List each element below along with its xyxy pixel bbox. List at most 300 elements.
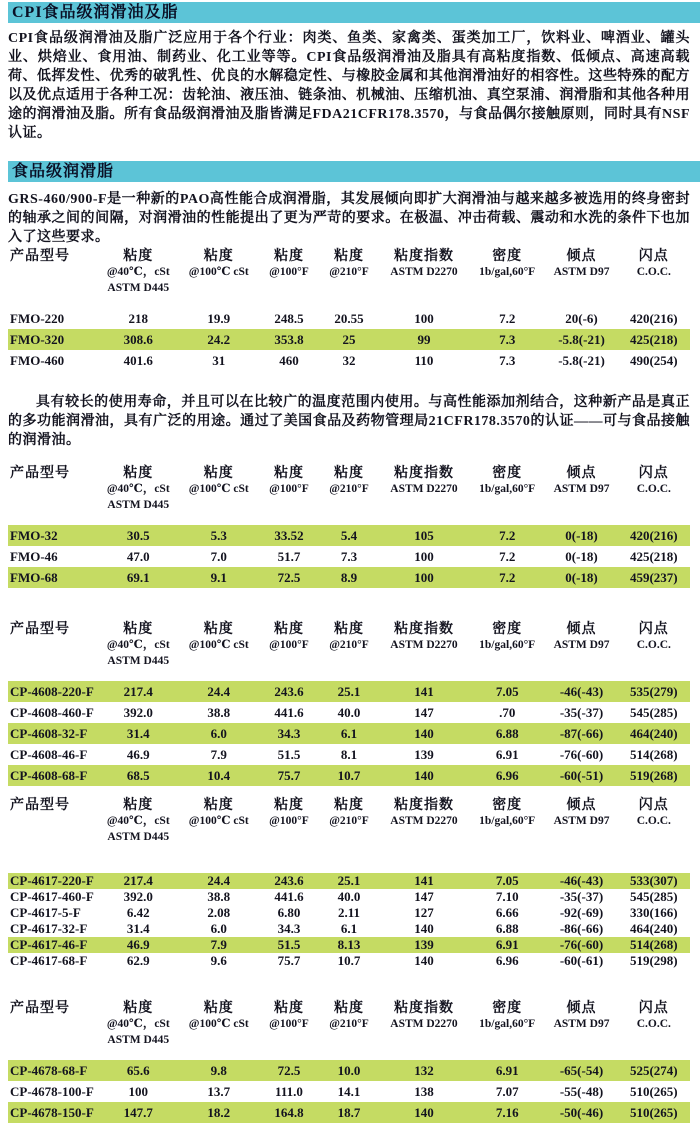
value-cell: 519(298) (629, 953, 678, 968)
value-cell: 99 (417, 332, 431, 347)
value-cell: 7.2 (499, 311, 516, 326)
column-header (319, 249, 379, 296)
product-model-cell: CP-4678-68-F (10, 1063, 88, 1078)
column-header-title: 闪点 (638, 249, 669, 264)
column-header-unit: 1b/gal,60°F (479, 1018, 536, 1030)
value-cell: 10.7 (337, 953, 361, 968)
column-header-title: 粘度 (203, 622, 234, 637)
value-cell: 308.6 (123, 332, 153, 347)
value-cell: 72.5 (277, 570, 301, 585)
column-header-unit: @100°F (269, 1018, 309, 1030)
product-model-cell: CP-4608-32-F (10, 726, 88, 741)
spec-table-cp4608 (8, 622, 690, 786)
column-header-title: 粘度 (273, 798, 304, 813)
value-cell: 2.11 (337, 905, 360, 920)
column-header-standard: ASTM D445 (107, 499, 170, 511)
column-header-title: 粘度 (203, 798, 234, 813)
column-header (259, 466, 319, 513)
column-header-unit: C.O.C. (636, 639, 671, 651)
column-header-unit: @100℃ cSt (188, 639, 249, 651)
column-header (379, 249, 469, 296)
value-cell: 14.1 (337, 1084, 361, 1099)
value-cell: 7.9 (210, 747, 227, 762)
column-header-unit: @100℃ cSt (188, 266, 249, 278)
product-model-cell: FMO-460 (10, 353, 65, 368)
column-header (178, 466, 258, 513)
column-header-unit: ASTM D2270 (390, 483, 458, 495)
column-header-unit: ASTM D97 (553, 1018, 610, 1030)
column-header (469, 622, 545, 669)
column-header (545, 1001, 617, 1048)
value-cell: 75.7 (277, 953, 301, 968)
table-row (8, 765, 690, 786)
value-cell: 147.7 (123, 1105, 153, 1120)
value-cell: -46(-43) (559, 873, 604, 888)
value-cell: 51.5 (277, 937, 301, 952)
value-cell: -35(-37) (559, 705, 604, 720)
table-header (8, 622, 690, 669)
column-header-unit: @40℃，cSt (106, 483, 170, 495)
value-cell: 139 (414, 937, 434, 952)
value-cell: 24.4 (207, 684, 231, 699)
column-header-unit: ASTM D97 (553, 639, 610, 651)
value-cell: 6.80 (277, 905, 301, 920)
value-cell: 51.5 (277, 747, 301, 762)
value-cell: 425(218) (629, 549, 678, 564)
column-header-title: 粘度 (333, 249, 364, 264)
value-cell: 147 (414, 889, 434, 904)
table-row (8, 937, 690, 953)
value-cell: 441.6 (274, 705, 304, 720)
value-cell: 6.88 (495, 726, 519, 741)
product-model-cell: CP-4617-32-F (10, 921, 88, 936)
column-header-title: 闪点 (638, 622, 669, 637)
value-cell: 100 (128, 1084, 148, 1099)
value-cell: 138 (414, 1084, 434, 1099)
value-cell: 392.0 (123, 889, 153, 904)
column-header-unit: @40℃，cSt (106, 639, 170, 651)
value-cell: 218 (128, 311, 148, 326)
value-cell: 140 (414, 726, 434, 741)
column-header-unit: 1b/gal,60°F (479, 266, 536, 278)
value-cell: -50(-46) (559, 1105, 604, 1120)
column-header-title: 粘度 (123, 1001, 154, 1016)
value-cell: 18.2 (207, 1105, 231, 1120)
table-row (8, 723, 690, 744)
value-cell: 9.1 (210, 570, 227, 585)
value-cell: 392.0 (123, 705, 153, 720)
column-header-title: 粘度 (273, 1001, 304, 1016)
column-header-title: 产品型号 (10, 466, 70, 481)
section-title: CPI食品级润滑油及脂 (12, 4, 179, 21)
column-header-title: 倾点 (566, 1001, 597, 1016)
column-header-title: 倾点 (566, 798, 597, 813)
value-cell: 6.1 (340, 921, 358, 936)
value-cell: 0(-18) (565, 528, 598, 543)
value-cell: 68.5 (126, 768, 150, 783)
value-cell: 111.0 (275, 1084, 303, 1099)
column-header-unit: @210°F (329, 1018, 369, 1030)
value-cell: 2.08 (207, 905, 231, 920)
column-header-unit: ASTM D97 (553, 815, 610, 827)
value-cell: 140 (414, 768, 434, 783)
column-header (618, 466, 690, 513)
column-header-title: 粘度 (123, 798, 154, 813)
value-cell: 7.2 (499, 528, 516, 543)
column-header-title: 粘度 (123, 249, 154, 264)
value-cell: 9.8 (210, 1063, 227, 1078)
value-cell: 464(240) (629, 921, 678, 936)
column-header-unit: @100°F (269, 815, 309, 827)
table-row (8, 889, 690, 905)
value-cell: 32 (342, 353, 356, 368)
table-row (8, 681, 690, 702)
value-cell: 248.5 (274, 311, 304, 326)
value-cell: 31.4 (126, 921, 150, 936)
value-cell: -60(-51) (559, 768, 604, 783)
value-cell: 75.7 (277, 768, 301, 783)
column-header (379, 466, 469, 513)
product-model-cell: FMO-320 (10, 332, 65, 347)
column-header (8, 466, 98, 513)
value-cell: -87(-66) (559, 726, 604, 741)
product-model-cell: CP-4617-220-F (10, 873, 94, 888)
value-cell: 6.91 (495, 1063, 519, 1078)
column-header (319, 622, 379, 669)
column-header-title: 粘度 (203, 466, 234, 481)
column-header-unit: C.O.C. (636, 1018, 671, 1030)
value-cell: 0(-18) (565, 570, 598, 585)
value-cell: 10.4 (207, 768, 231, 783)
value-cell: 10.0 (337, 1063, 361, 1078)
value-cell: 7.10 (495, 889, 519, 904)
value-cell: -86(-66) (559, 921, 604, 936)
product-model-cell: CP-4617-460-F (10, 889, 94, 904)
value-cell: 490(254) (629, 353, 678, 368)
column-header-unit: 1b/gal,60°F (479, 483, 536, 495)
value-cell: -65(-54) (559, 1063, 604, 1078)
value-cell: 34.3 (277, 726, 301, 741)
value-cell: 140 (414, 921, 434, 936)
column-header-title: 粘度 (123, 622, 154, 637)
column-header-title: 粘度 (203, 249, 234, 264)
grease-paragraph: GRS-460/900-F是一种新的PAO高性能合成润滑脂，其发展倾向即扩大润滑油与越来越多被选用的终身密封的轴承之间的间隔，对润滑油的性能提出了更为严苛的要求。在极温、冲击荷载、震动和水洗的条件下也加入了这些要求。 (8, 192, 690, 245)
product-model-cell: FMO-68 (10, 570, 58, 585)
value-cell: -46(-43) (559, 684, 604, 699)
table-row (8, 1060, 690, 1081)
column-header (379, 622, 469, 669)
table-header (8, 249, 690, 296)
column-header-title: 粘度 (333, 466, 364, 481)
column-header (618, 798, 690, 845)
value-cell: 6.1 (340, 726, 358, 741)
column-header-unit: ASTM D2270 (390, 815, 458, 827)
value-cell: 47.0 (126, 549, 150, 564)
value-cell: 105 (414, 528, 434, 543)
value-cell: 7.3 (499, 353, 516, 368)
value-cell: 140 (414, 953, 434, 968)
column-header-title: 倾点 (566, 622, 597, 637)
column-header (319, 1001, 379, 1048)
column-header (545, 622, 617, 669)
column-header-title: 密度 (492, 249, 523, 264)
column-header-unit: @100°F (269, 639, 309, 651)
value-cell: 24.4 (207, 873, 231, 888)
column-header-title: 产品型号 (10, 1001, 70, 1016)
table-row (8, 702, 690, 723)
value-cell: 545(285) (629, 705, 678, 720)
spec-table-fmo-220 (8, 249, 690, 371)
value-cell: 6.91 (495, 937, 519, 952)
spec-table-cp4678 (8, 1001, 690, 1123)
section-title-bar-grease (8, 161, 700, 182)
value-cell: 31 (212, 353, 226, 368)
column-header-title: 粘度 (273, 249, 304, 264)
value-cell: 7.05 (495, 684, 519, 699)
column-header-unit: C.O.C. (636, 483, 671, 495)
column-header (8, 798, 98, 845)
value-cell: 110 (414, 353, 434, 368)
value-cell: .70 (499, 705, 516, 720)
value-cell: 139 (414, 747, 434, 762)
column-header (8, 622, 98, 669)
value-cell: 46.9 (126, 937, 150, 952)
column-header (319, 466, 379, 513)
column-header-title: 粘度 (203, 1001, 234, 1016)
column-header-unit: ASTM D2270 (390, 639, 458, 651)
column-header-unit: @100℃ cSt (188, 483, 249, 495)
value-cell: 217.4 (123, 873, 153, 888)
value-cell: 6.0 (210, 726, 227, 741)
value-cell: 65.6 (126, 1063, 150, 1078)
column-header-title: 倾点 (566, 249, 597, 264)
table-header (8, 1001, 690, 1048)
value-cell: 127 (414, 905, 434, 920)
product-model-cell: CP-4678-150-F (10, 1105, 94, 1120)
column-header-unit: @100℃ cSt (188, 1018, 249, 1030)
column-header (618, 622, 690, 669)
value-cell: 140 (414, 1105, 434, 1120)
product-model-cell: CP-4608-46-F (10, 747, 88, 762)
column-header-title: 倾点 (566, 466, 597, 481)
value-cell: 353.8 (274, 332, 304, 347)
value-cell: 8.1 (340, 747, 358, 762)
column-header-unit: 1b/gal,60°F (479, 639, 536, 651)
table-row (8, 329, 690, 350)
column-header-unit: C.O.C. (636, 266, 671, 278)
value-cell: 7.3 (340, 549, 358, 564)
value-cell: 100 (414, 311, 434, 326)
value-cell: 5.4 (340, 528, 358, 543)
product-model-cell: FMO-46 (10, 549, 58, 564)
value-cell: -76(-60) (559, 937, 604, 952)
column-header-unit: @210°F (329, 815, 369, 827)
value-cell: -92(-69) (559, 905, 604, 920)
column-header-title: 产品型号 (10, 798, 70, 813)
table-row (8, 308, 690, 329)
value-cell: 464(240) (629, 726, 678, 741)
value-cell: 330(166) (629, 905, 678, 920)
column-header (8, 1001, 98, 1048)
value-cell: 0(-18) (565, 549, 598, 564)
value-cell: 6.42 (126, 905, 150, 920)
column-header-unit: @100°F (269, 266, 309, 278)
value-cell: -60(-61) (559, 953, 604, 968)
value-cell: 7.2 (499, 570, 516, 585)
column-header (379, 798, 469, 845)
table-row (8, 744, 690, 765)
value-cell: 25 (342, 332, 356, 347)
column-header-standard: ASTM D445 (107, 655, 170, 667)
column-header-title: 粘度 (273, 466, 304, 481)
value-cell: 510(265) (629, 1084, 678, 1099)
column-header-title: 闪点 (638, 798, 669, 813)
column-header (545, 798, 617, 845)
column-header (178, 1001, 258, 1048)
column-header-unit: 1b/gal,60°F (479, 815, 536, 827)
column-header-standard: ASTM D445 (107, 831, 170, 843)
column-header (469, 249, 545, 296)
column-header (178, 798, 258, 845)
table-header (8, 798, 690, 845)
column-header-title: 粘度 (333, 622, 364, 637)
product-model-cell: CP-4617-5-F (10, 905, 81, 920)
value-cell: 545(285) (629, 889, 678, 904)
column-header-title: 粘度 (333, 798, 364, 813)
column-header-unit: ASTM D2270 (390, 266, 458, 278)
column-header (178, 249, 258, 296)
value-cell: 132 (414, 1063, 434, 1078)
value-cell: 9.6 (210, 953, 227, 968)
column-header-unit: @210°F (329, 266, 369, 278)
value-cell: 6.0 (210, 921, 227, 936)
value-cell: 20(-6) (565, 311, 598, 326)
product-model-cell: CP-4608-68-F (10, 768, 88, 783)
table-row (8, 546, 690, 567)
value-cell: 7.0 (210, 549, 227, 564)
column-header-title: 密度 (492, 466, 523, 481)
value-cell: 441.6 (274, 889, 304, 904)
column-header (469, 798, 545, 845)
table-row (8, 350, 690, 371)
column-header-title: 产品型号 (10, 622, 70, 637)
column-header (259, 249, 319, 296)
value-cell: 40.0 (337, 705, 361, 720)
value-cell: 7.2 (499, 549, 516, 564)
value-cell: 25.1 (337, 684, 361, 699)
column-header (545, 249, 617, 296)
value-cell: 7.9 (210, 937, 227, 952)
value-cell: 40.0 (337, 889, 361, 904)
table-row (8, 905, 690, 921)
column-header (259, 1001, 319, 1048)
column-header-title: 粘度指数 (393, 622, 454, 637)
table-header (8, 466, 690, 513)
value-cell: 20.55 (334, 311, 364, 326)
column-header-unit: @100°F (269, 483, 309, 495)
column-header-title: 粘度指数 (393, 798, 454, 813)
value-cell: 243.6 (274, 684, 304, 699)
value-cell: 164.8 (274, 1105, 304, 1120)
value-cell: 38.8 (207, 705, 231, 720)
value-cell: 31.4 (126, 726, 150, 741)
column-header-unit: @100℃ cSt (188, 815, 249, 827)
column-header-title: 闪点 (638, 1001, 669, 1016)
value-cell: 46.9 (126, 747, 150, 762)
column-header-standard: ASTM D445 (107, 282, 170, 294)
spec-table-fmo-32 (8, 466, 690, 588)
value-cell: 425(218) (629, 332, 678, 347)
product-model-cell: CP-4617-68-F (10, 953, 88, 968)
value-cell: 10.7 (337, 768, 361, 783)
value-cell: 19.9 (207, 311, 231, 326)
table-row (8, 953, 690, 969)
column-header-unit: @210°F (329, 483, 369, 495)
column-header-unit: ASTM D97 (553, 266, 610, 278)
column-header-title: 粘度 (333, 1001, 364, 1016)
value-cell: 5.3 (210, 528, 227, 543)
value-cell: 30.5 (126, 528, 150, 543)
product-model-cell: CP-4608-220-F (10, 684, 94, 699)
value-cell: 33.52 (274, 528, 304, 543)
column-header-title: 粘度指数 (393, 249, 454, 264)
section-title: 食品级润滑脂 (12, 163, 115, 180)
value-cell: 535(279) (629, 684, 678, 699)
product-model-cell: CP-4617-46-F (10, 937, 88, 952)
value-cell: 100 (414, 549, 434, 564)
intro-paragraph: CPI食品级润滑油及脂广泛应用于各个行业：肉类、鱼类、家禽类、蛋类加工厂，饮料业、啤酒业、罐头业、烘焙业、食用油、制药业、化工业等等。CPI食品级润滑油及脂具有高粘度指数、低倾点、高速高载荷、低挥发性、优秀的破乳性、优良的水解稳定性、与橡胶金属和其他润滑油好的相容性。这些特殊的配方以及优点适用于各种工况：齿轮油、液压油、链条油、机械油、压缩机油、真空泵浦、润滑脂和其他各种用途的润滑油及脂。所有食品级润滑油及脂皆满足FDA21CFR178.3570，与食品偶尔接触原则，同时具有NSF认证。 (8, 31, 690, 141)
table-row (8, 921, 690, 937)
column-header (469, 1001, 545, 1048)
value-cell: 7.07 (495, 1084, 519, 1099)
value-cell: 514(268) (629, 747, 678, 762)
value-cell: 6.91 (495, 747, 519, 762)
column-header (319, 798, 379, 845)
column-header-title: 密度 (492, 798, 523, 813)
table-row (8, 873, 690, 889)
value-cell: 420(216) (629, 311, 678, 326)
column-header-title: 粘度指数 (393, 466, 454, 481)
column-header (618, 249, 690, 296)
column-header (98, 249, 178, 296)
column-header (98, 622, 178, 669)
column-header (545, 466, 617, 513)
value-cell: 7.16 (495, 1105, 519, 1120)
value-cell: 533(307) (629, 873, 678, 888)
value-cell: 514(268) (629, 937, 678, 952)
value-cell: -76(-60) (559, 747, 604, 762)
value-cell: 141 (414, 684, 434, 699)
value-cell: 6.96 (495, 768, 519, 783)
value-cell: 525(274) (629, 1063, 678, 1078)
value-cell: 519(268) (629, 768, 678, 783)
value-cell: 8.13 (337, 937, 361, 952)
table-row (8, 567, 690, 588)
value-cell: 13.7 (207, 1084, 231, 1099)
column-header-title: 粘度 (123, 466, 154, 481)
column-header-unit: C.O.C. (636, 815, 671, 827)
column-header-unit: ASTM D97 (553, 483, 610, 495)
column-header (618, 1001, 690, 1048)
table-row (8, 1102, 690, 1123)
value-cell: 141 (414, 873, 434, 888)
column-header (98, 466, 178, 513)
column-header (259, 798, 319, 845)
column-header-unit: @40℃，cSt (106, 266, 170, 278)
value-cell: 7.05 (495, 873, 519, 888)
column-header-unit: @40℃，cSt (106, 1018, 170, 1030)
value-cell: 401.6 (123, 353, 153, 368)
